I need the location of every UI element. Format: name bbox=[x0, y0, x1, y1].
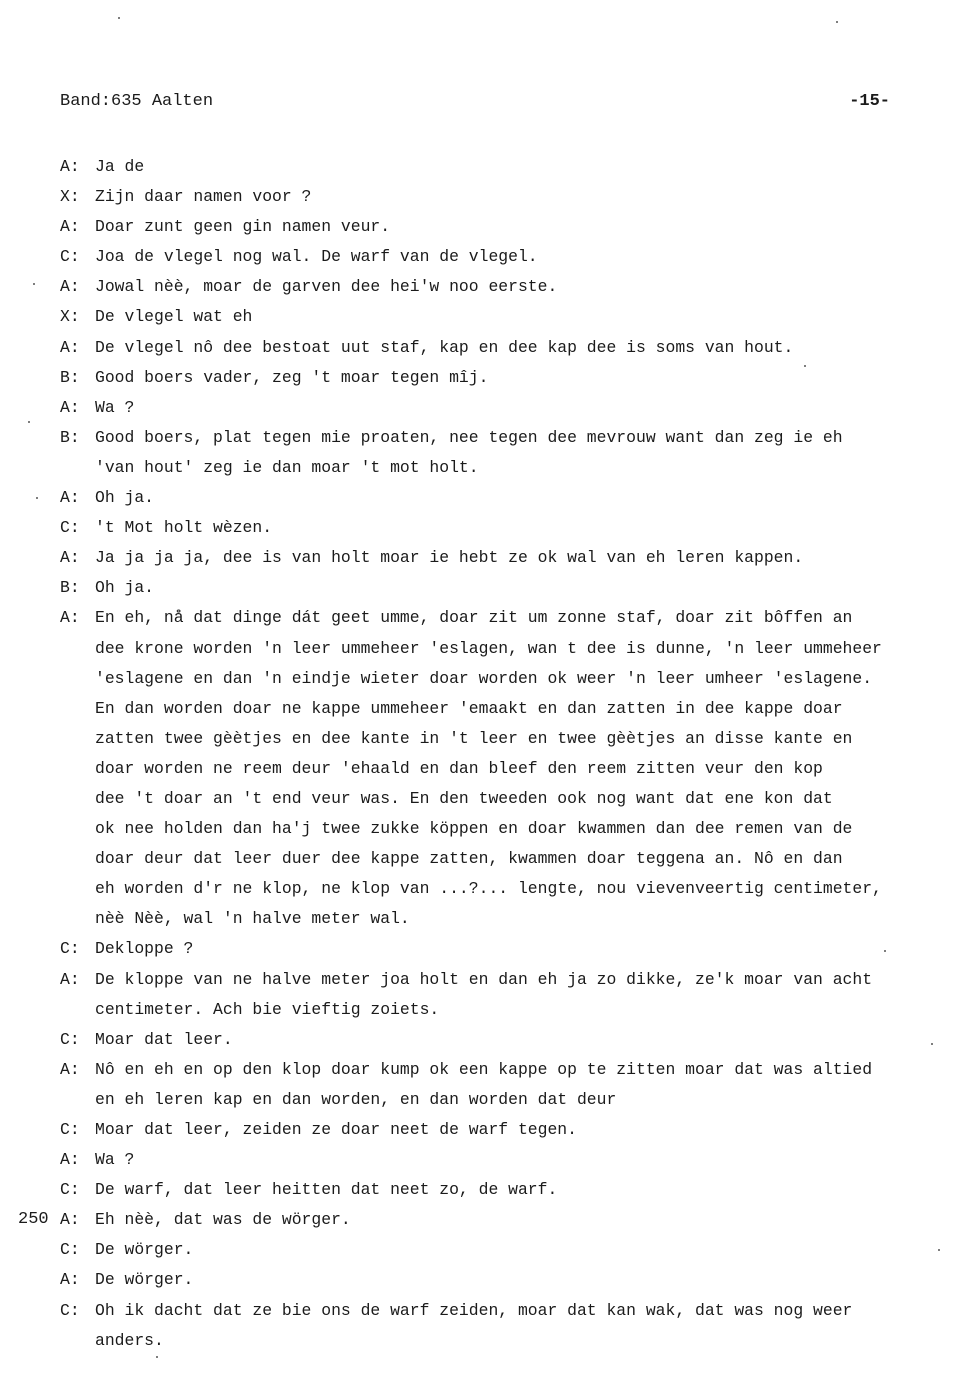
transcript-turn bbox=[60, 242, 972, 272]
transcript-turn bbox=[60, 363, 972, 393]
utterance-line: Moar dat leer, zeiden ze doar neet de warf tegen. bbox=[95, 1120, 577, 1139]
utterance-line: Oh ja. bbox=[95, 578, 155, 598]
scan-speck bbox=[836, 21, 838, 23]
utterance-line: De vlegel wat eh bbox=[95, 307, 253, 327]
utterance bbox=[95, 603, 972, 934]
speaker-label: C: bbox=[60, 247, 80, 267]
utterance bbox=[95, 1055, 972, 1115]
utterance bbox=[95, 934, 972, 964]
utterance-line: en eh leren kap en dan worden, en dan worden dat deur bbox=[95, 1089, 617, 1109]
transcript-turn bbox=[60, 302, 972, 332]
transcript-body bbox=[18, 152, 972, 1356]
transcript-turn bbox=[60, 1265, 972, 1295]
line-number: 250 bbox=[18, 1210, 49, 1230]
speaker-label: B: bbox=[60, 578, 80, 598]
speaker-label: X: bbox=[60, 307, 80, 327]
utterance-line: Oh ik dacht dat ze bie ons de warf zeiden, moar dat kan wak, dat was nog weer bbox=[95, 1300, 853, 1320]
speaker-label: A: bbox=[60, 217, 80, 237]
speaker-label: A: bbox=[60, 1059, 80, 1079]
utterance-line: 't Mot holt wèzen. bbox=[95, 518, 273, 538]
transcript-turn bbox=[60, 393, 972, 423]
utterance-line: De kloppe van ne halve meter joa holt en dan eh ja zo dikke, ze'k moar van acht bbox=[95, 969, 873, 989]
transcript-turn bbox=[60, 543, 972, 573]
utterance-line: Ja ja ja ja, dee is van holt moar ie hebt ze ok wal van eh leren kappen. bbox=[95, 548, 804, 568]
utterance bbox=[95, 1175, 972, 1205]
scan-speck bbox=[884, 950, 886, 952]
transcript-turn bbox=[60, 1145, 972, 1175]
utterance bbox=[95, 1145, 972, 1175]
utterance-line: Wa ? bbox=[95, 397, 135, 417]
transcript-turn bbox=[60, 965, 972, 1025]
transcript-turn bbox=[60, 212, 972, 242]
transcript-turn bbox=[60, 1115, 972, 1145]
utterance-line: Good boers vader, zeg 't moar tegen mîj. bbox=[95, 367, 489, 387]
utterance-line: Joa de vlegel nog wal. De warf van de vlegel. bbox=[95, 247, 538, 267]
utterance-line: De wörger. bbox=[95, 1240, 194, 1260]
utterance-line: ok nee holden dan ha'j twee zukke köppen en doar kwammen dan dee remen van de bbox=[95, 819, 853, 839]
speaker-label: A: bbox=[60, 277, 80, 297]
utterance bbox=[95, 573, 972, 603]
speaker-label: C: bbox=[60, 1300, 80, 1320]
utterance-line: dee krone worden 'n leer ummeheer 'eslagen, wan t dee is dunne, 'n leer ummeheer bbox=[95, 638, 882, 658]
utterance bbox=[95, 333, 972, 363]
scan-speck bbox=[804, 365, 806, 367]
scan-speck bbox=[156, 1356, 158, 1358]
utterance-line: doar worden ne reem deur 'ehaald en dan bleef den reem zitten veur den kop bbox=[95, 758, 823, 778]
transcript-turn bbox=[60, 423, 972, 483]
utterance bbox=[95, 393, 972, 423]
utterance-line: nèè Nèè, wal 'n halve meter wal. bbox=[95, 909, 410, 929]
transcript-turn bbox=[60, 1296, 972, 1356]
utterance-line: Wa ? bbox=[95, 1150, 135, 1170]
speaker-label: B: bbox=[60, 427, 80, 447]
transcript-turn bbox=[60, 573, 972, 603]
scan-speck bbox=[118, 17, 120, 19]
scan-speck bbox=[36, 497, 38, 499]
transcript-turn bbox=[60, 1025, 972, 1055]
speaker-label: A: bbox=[60, 337, 80, 357]
utterance-line: Ja de bbox=[95, 157, 145, 176]
speaker-label: A: bbox=[60, 548, 80, 568]
tape-label: Band:635 Aalten bbox=[60, 92, 214, 111]
speaker-label: C: bbox=[60, 1029, 80, 1049]
utterance-line: De wörger. bbox=[95, 1270, 194, 1290]
utterance-line: Moar dat leer. bbox=[95, 1029, 233, 1049]
speaker-label: C: bbox=[60, 1120, 80, 1139]
utterance-line: De vlegel nô dee bestoat uut staf, kap en dee kap dee is soms van hout. bbox=[95, 337, 794, 357]
transcript-turn bbox=[60, 1055, 972, 1115]
utterance bbox=[95, 272, 972, 302]
utterance bbox=[95, 1205, 972, 1235]
utterance-line: zatten twee gèètjes en dee kante in 't leer en twee gèètjes an disse kante en bbox=[95, 728, 853, 748]
utterance bbox=[95, 543, 972, 573]
utterance bbox=[95, 513, 972, 543]
speaker-label: B: bbox=[60, 367, 80, 387]
speaker-label: A: bbox=[60, 1270, 80, 1290]
speaker-label: A: bbox=[60, 157, 80, 176]
transcript-turn bbox=[60, 333, 972, 363]
utterance bbox=[95, 302, 972, 332]
scan-speck bbox=[28, 421, 30, 423]
transcript-turn bbox=[60, 934, 972, 964]
utterance-line: 'eslagene en dan 'n eindje wieter doar worden ok weer 'n leer umheer 'eslagene. bbox=[95, 668, 873, 688]
utterance bbox=[95, 1025, 972, 1055]
utterance bbox=[95, 152, 972, 182]
utterance-line: Zijn daar namen voor ? bbox=[95, 187, 312, 207]
transcript-turn bbox=[60, 513, 972, 543]
transcript-turn bbox=[60, 1235, 972, 1265]
scan-speck bbox=[938, 1249, 940, 1251]
utterance bbox=[95, 1265, 972, 1295]
utterance-line: Nô en eh en op den klop doar kump ok een kappe op te zitten moar dat was altied bbox=[95, 1059, 873, 1079]
transcript-turn bbox=[60, 152, 972, 182]
transcript-turn bbox=[18, 1205, 972, 1235]
utterance-line: Eh nèè, dat was de wörger. bbox=[95, 1210, 351, 1230]
utterance-line: eh worden d'r ne klop, ne klop van ...?... lengte, nou vievenveertig centimeter, bbox=[95, 879, 882, 899]
utterance bbox=[95, 1296, 972, 1356]
utterance bbox=[95, 1115, 972, 1145]
utterance-line: Good boers, plat tegen mie proaten, nee tegen dee mevrouw want dan zeg ie eh bbox=[95, 427, 843, 447]
utterance-line: centimeter. Ach bie vieftig zoiets. bbox=[95, 999, 440, 1019]
utterance-line: De warf, dat leer heitten dat neet zo, de warf. bbox=[95, 1180, 558, 1200]
utterance-line: Dekloppe ? bbox=[95, 939, 194, 959]
transcript-turn bbox=[60, 483, 972, 513]
page-number: -15- bbox=[849, 92, 890, 111]
speaker-label: X: bbox=[60, 187, 80, 207]
utterance-line: En dan worden doar ne kappe ummeheer 'emaakt en dan zatten in dee kappe doar bbox=[95, 698, 843, 718]
transcript-turn bbox=[60, 272, 972, 302]
utterance-line: Doar zunt geen gin namen veur. bbox=[95, 217, 391, 237]
speaker-label: A: bbox=[60, 488, 80, 508]
speaker-label: A: bbox=[60, 1210, 80, 1230]
transcript-turn bbox=[60, 182, 972, 212]
utterance-line: Oh ja. bbox=[95, 488, 155, 508]
speaker-label: A: bbox=[60, 969, 80, 989]
transcript-turn bbox=[60, 603, 972, 934]
speaker-label: C: bbox=[60, 939, 80, 959]
speaker-label: A: bbox=[60, 608, 80, 628]
speaker-label: C: bbox=[60, 518, 80, 538]
utterance-line: Jowal nèè, moar de garven dee hei'w noo eerste. bbox=[95, 277, 558, 297]
utterance bbox=[95, 363, 972, 393]
utterance bbox=[95, 242, 972, 272]
transcript-turn bbox=[60, 1175, 972, 1205]
utterance bbox=[95, 483, 972, 513]
utterance bbox=[95, 212, 972, 242]
speaker-label: C: bbox=[60, 1240, 80, 1260]
utterance bbox=[95, 423, 972, 483]
utterance-line: En eh, nå dat dinge dát geet umme, doar zit um zonne staf, doar zit bôffen an bbox=[95, 608, 853, 628]
utterance-line: doar deur dat leer duer dee kappe zatten, kwammen doar teggena an. Nô en dan bbox=[95, 849, 843, 869]
speaker-label: C: bbox=[60, 1180, 80, 1200]
utterance bbox=[95, 182, 972, 212]
speaker-label: A: bbox=[60, 1150, 80, 1170]
utterance bbox=[95, 1235, 972, 1265]
utterance-line: 'van hout' zeg ie dan moar 't mot holt. bbox=[95, 457, 479, 477]
speaker-label: A: bbox=[60, 397, 80, 417]
scan-speck bbox=[33, 283, 35, 285]
scan-speck bbox=[931, 1043, 933, 1045]
utterance-line: dee 't doar an 't end veur was. En den tweeden ook nog want dat ene kon dat bbox=[95, 788, 833, 808]
utterance-line: anders. bbox=[95, 1330, 164, 1350]
page-header bbox=[60, 92, 890, 116]
utterance bbox=[95, 965, 972, 1025]
